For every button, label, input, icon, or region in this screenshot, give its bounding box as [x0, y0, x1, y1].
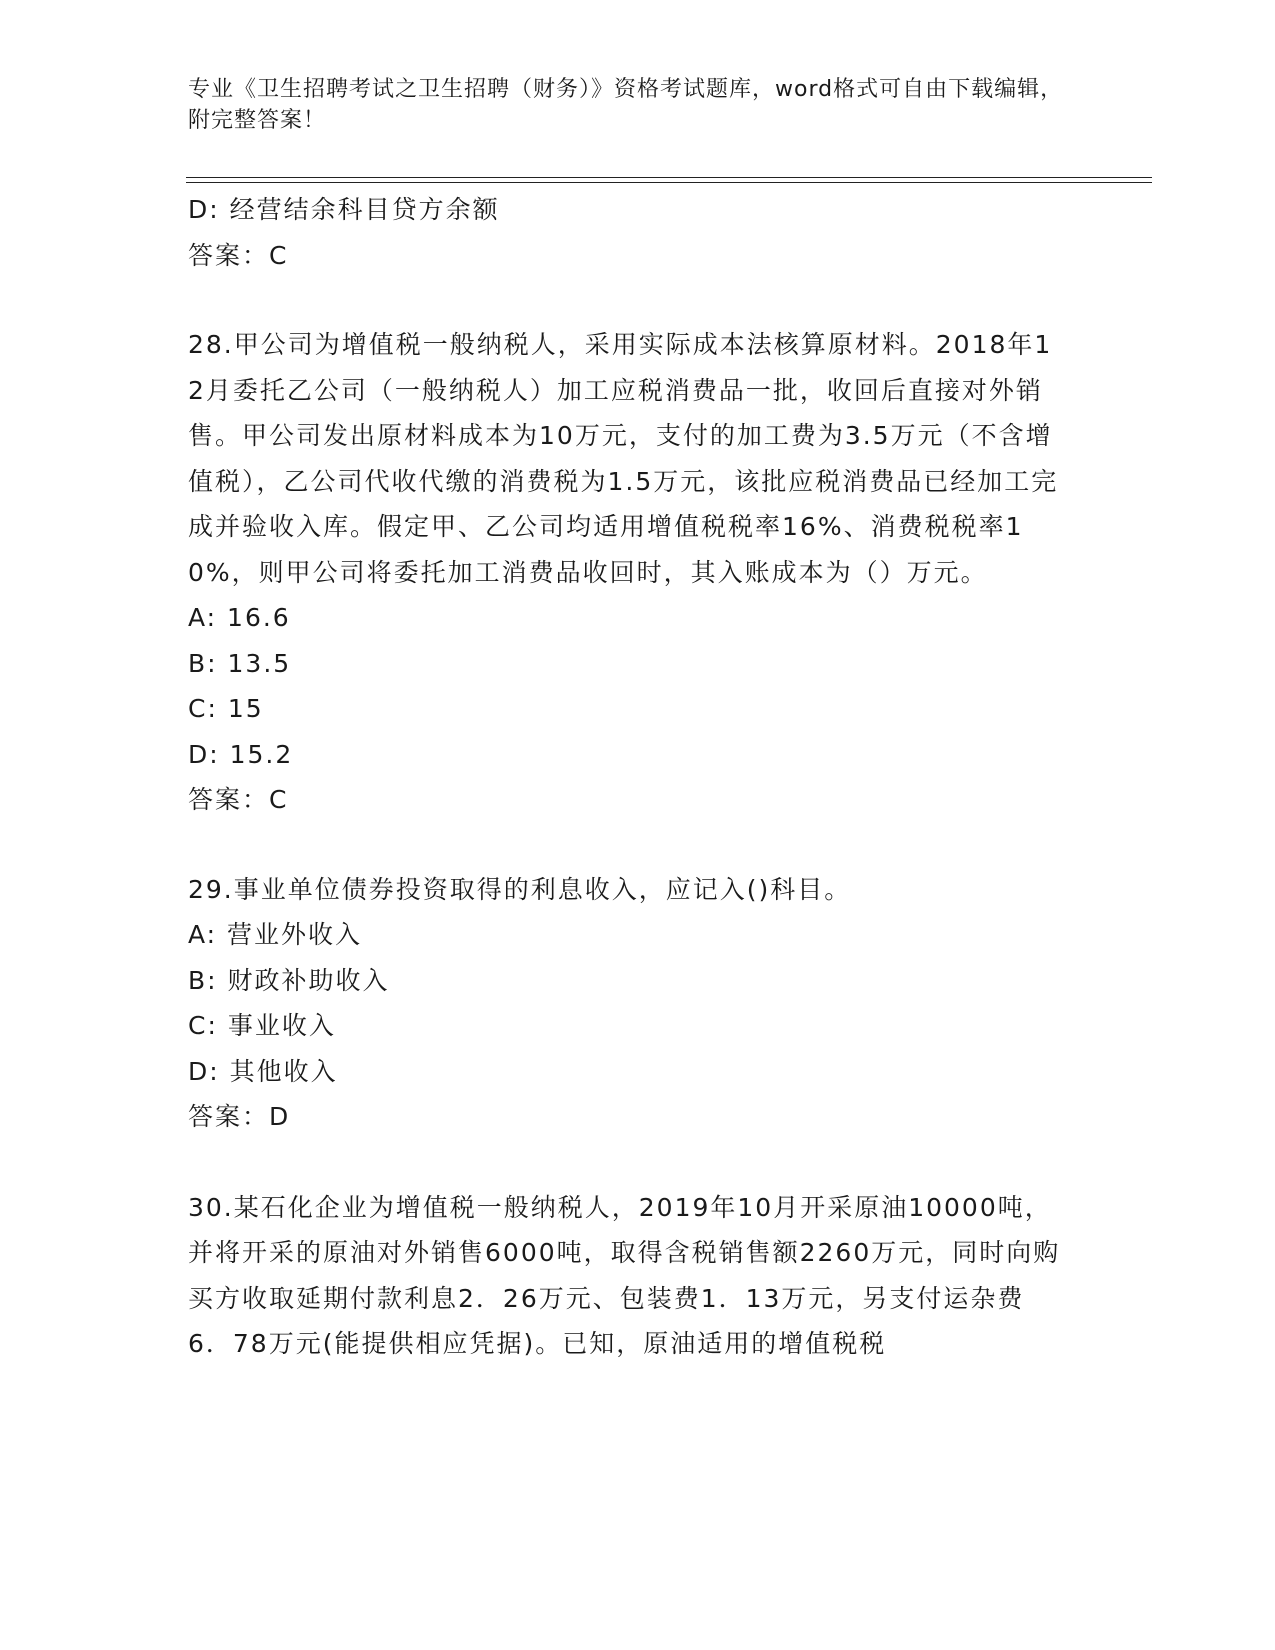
option-b: B: 财政补助收入 — [188, 965, 390, 995]
question-30 — [188, 1185, 1068, 1367]
question-stem: 29.事业单位债券投资取得的利息收入，应记入()科目。 — [188, 874, 852, 904]
option-d: D: 15.2 — [188, 739, 294, 769]
question-29 — [188, 867, 1068, 1140]
question-stem: 28.甲公司为增值税一般纳税人，采用实际成本法核算原材料。2018年12月委托乙公司（一般纳税人）加工应税消费品一批，收回后直接对外销售。甲公司发出原材料成本为10万元，支付的加工费为3.5万元（不含增值税），乙公司代收代缴的消费税为1.5万元，该批应税消费品已经加工完成并验收入库。假定甲、乙公司均适用增值税税率16%、消费税税率10%，则甲公司将委托加工消费品收回时，其入账成本为（）万元。 — [188, 330, 1059, 587]
option-a: A: 营业外收入 — [188, 920, 363, 949]
option-a: A: 16.6 — [188, 603, 291, 632]
prev-answer: 答案：C — [188, 240, 289, 270]
question-28 — [188, 322, 1068, 823]
option-c: C: 事业收入 — [188, 1011, 336, 1040]
prev-option-d: D: 经营结余科目贷方余额 — [188, 195, 500, 224]
option-d: D: 其他收入 — [188, 1056, 338, 1086]
option-c: C: 15 — [188, 694, 264, 723]
answer: 答案：D — [188, 1102, 291, 1131]
spacer — [188, 278, 1068, 322]
document-body — [188, 187, 1068, 1367]
option-b: B: 13.5 — [188, 648, 292, 678]
header-rule-top — [186, 177, 1152, 178]
question-stem: 30.某石化企业为增值税一般纳税人，2019年10月开采原油10000吨，并将开采的原油对外销售6000吨，取得含税销售额2260万元，同时向购买方收取延期付款利息2．26万元、包装费1．13万元，另支付运杂费6．78万元(能提供相应凭据)。已知，原油适用的增值税税 — [188, 1192, 1061, 1358]
document-header: 专业《卫生招聘考试之卫生招聘（财务）》资格考试题库，word格式可自由下载编辑，附完整答案！ — [188, 77, 1064, 133]
spacer — [188, 1140, 1068, 1185]
header-rule-bottom — [186, 182, 1152, 183]
spacer — [188, 823, 1068, 867]
answer: 答案：C — [188, 785, 289, 814]
